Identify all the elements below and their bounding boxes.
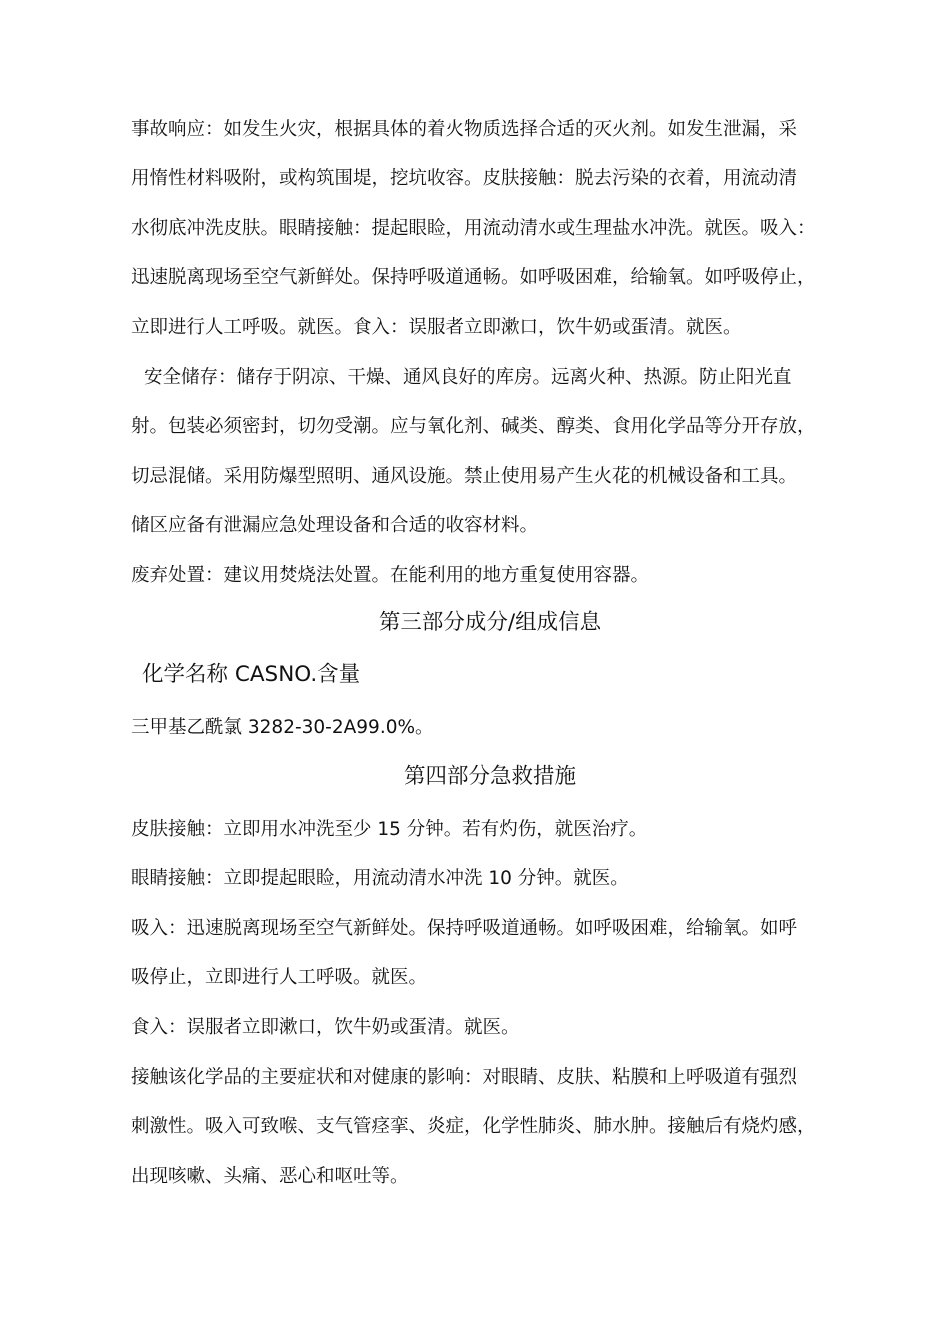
eye-contact-paragraph: 眼睛接触：立即提起眼睑，用流动清水冲洗 10 分钟。就医。 [131,868,629,889]
accident-response-line: 事故响应：如发生火灾，根据具体的着火物质选择合适的灭火剂。如发生泄漏，采 [131,119,798,140]
ingestion-paragraph: 食入：误服者立即漱口，饮牛奶或蛋清。就医。 [131,1017,520,1038]
accident-response-line: 水彻底冲洗皮肤。眼睛接触：提起眼睑，用流动清水或生理盐水冲洗。就医。吸入： [131,218,816,239]
section-3-title: 第三部分成分/组成信息 [378,610,602,635]
accident-response-line: 用惰性材料吸附，或构筑围堤，挖坑收容。皮肤接触：脱去污染的衣着，用流动清 [131,168,798,189]
inhalation-line: 吸停止，立即进行人工呼吸。就医。 [131,967,428,988]
accident-response-line: 立即进行人工呼吸。就医。食入：误服者立即漱口，饮牛奶或蛋清。就医。 [131,317,742,338]
composition-table-header: 化学名称 CASNO.含量 [142,662,361,687]
safe-storage-line: 切忌混储。采用防爆型照明、通风设施。禁止使用易产生火花的机械设备和工具。 [131,466,798,487]
safe-storage-line: 射。包装必须密封，切勿受潮。应与氧化剂、碱类、醇类、食用化学品等分开存放， [131,416,816,437]
accident-response-line: 迅速脱离现场至空气新鲜处。保持呼吸道通畅。如呼吸困难，给输氧。如呼吸停止， [131,267,816,288]
health-effects-line: 接触该化学品的主要症状和对健康的影响：对眼睛、皮肤、粘膜和上呼吸道有强烈 [131,1067,798,1088]
safe-storage-line: 储区应备有泄漏应急处理设备和合适的收容材料。 [131,515,539,536]
skin-contact-paragraph: 皮肤接触：立即用水冲洗至少 15 分钟。若有灼伤，就医治疗。 [131,819,648,840]
section-4-title: 第四部分急救措施 [403,764,576,789]
health-effects-line: 出现咳嗽、头痛、恶心和呕吐等。 [131,1166,409,1187]
inhalation-line: 吸入：迅速脱离现场至空气新鲜处。保持呼吸道通畅。如呼吸困难，给输氧。如呼 [131,918,798,939]
safe-storage-line: 安全储存：储存于阴凉、干燥、通风良好的库房。远离火种、热源。防止阳光直 [144,367,792,388]
disposal-paragraph: 废弃处置：建议用焚烧法处置。在能利用的地方重复使用容器。 [131,565,650,586]
composition-row: 三甲基乙酰氯 3282-30-2A99.0%。 [131,717,434,738]
health-effects-line: 刺激性。吸入可致喉、支气管痉挛、炎症，化学性肺炎、肺水肿。接触后有烧灼感， [131,1116,816,1137]
